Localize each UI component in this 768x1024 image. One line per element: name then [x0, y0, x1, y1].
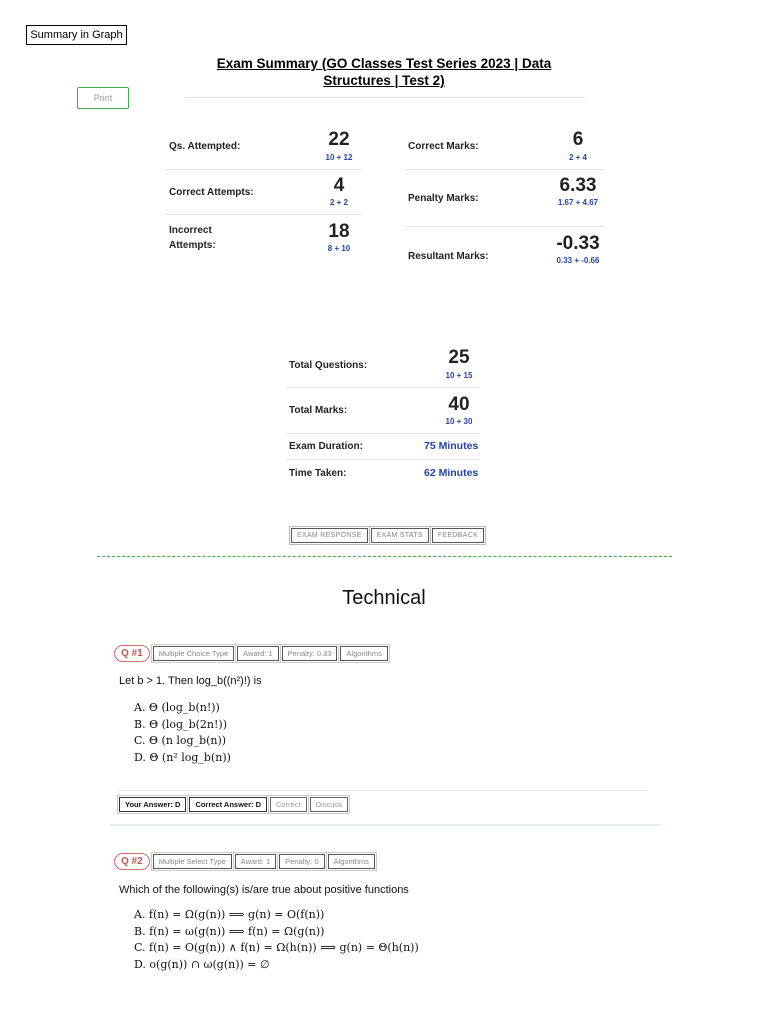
question-header [114, 853, 375, 870]
correct-marks-value: 6 [572, 129, 584, 150]
row-divider [405, 169, 605, 170]
option-b: B. f(n) = ω(g(n)) ⟹ f(n) = Ω(g(n)) [134, 924, 325, 938]
qs-attempted-breakdown: 10 + 12 [325, 153, 353, 162]
option-c: C. f(n) = O(g(n)) ∧ f(n) = Ω(h(n)) ⟹ g(n) = Θ(h(n)) [134, 941, 419, 954]
section-separator [97, 556, 672, 557]
answer-row [119, 797, 348, 812]
exam-duration-label: Exam Duration: [289, 441, 363, 452]
row-divider [286, 459, 480, 460]
award-tag: Award: 1 [235, 854, 276, 869]
question-type-tag: Multiple Choice Type [153, 646, 234, 661]
resultant-marks-breakdown: 0.33 + -0.66 [556, 256, 600, 265]
row-divider [405, 226, 605, 227]
qs-attempted-value: 22 [328, 129, 350, 150]
row-divider [165, 169, 362, 170]
question-header [114, 645, 388, 662]
penalty-marks-breakdown: 1.67 + 4.67 [557, 198, 599, 207]
question-options [134, 907, 419, 973]
option-c: C. Θ (n log_b(n)) [134, 734, 227, 747]
penalty-tag: Penalty: 0.33 [282, 646, 338, 661]
total-marks-value: 40 [448, 394, 470, 415]
option-d: D. Θ (n² log_b(n)) [134, 750, 231, 764]
penalty-marks-value: 6.33 [559, 175, 597, 196]
option-a: A. f(n) = Ω(g(n)) ⟹ g(n) = O(f(n)) [134, 908, 325, 921]
exam-response-button[interactable]: EXAM RESPONSE [291, 528, 368, 543]
feedback-button[interactable]: FEEDBACK [432, 528, 484, 543]
option-b: B. Θ (log_b(2n!)) [134, 717, 227, 731]
total-questions-value: 25 [448, 347, 470, 368]
topic-tag: Algorithms [328, 854, 375, 869]
question-card-border [110, 824, 660, 826]
exam-nav-buttons [291, 528, 484, 543]
total-questions-breakdown: 10 + 15 [445, 371, 473, 380]
time-taken-label: Time Taken: [289, 468, 347, 479]
total-marks-label: Total Marks: [289, 405, 348, 416]
penalty-tag: Penalty: 0 [279, 854, 324, 869]
question-type-tag: Multiple Select Type [153, 854, 232, 869]
exam-title: Exam Summary (GO Classes Test Series 2023 | Data Structures | Test 2) [216, 56, 552, 88]
incorrect-attempts-label: Incorrect Attempts: [169, 225, 216, 251]
status-badge: Correct [270, 797, 307, 812]
question-text: Which of the following(s) is/are true about positive functions [119, 884, 409, 896]
print-button[interactable]: Print [77, 87, 129, 109]
question-number: Q #2 [114, 853, 150, 870]
correct-attempts-value: 4 [333, 175, 345, 196]
exam-duration-value: 75 Minutes [424, 440, 479, 452]
penalty-marks-label: Penalty Marks: [408, 193, 479, 204]
row-divider [286, 433, 480, 434]
correct-marks-label: Correct Marks: [408, 141, 479, 152]
total-questions-label: Total Questions: [289, 360, 368, 371]
time-taken-value: 62 Minutes [424, 467, 479, 479]
option-a: A. Θ (log_b(n!)) [134, 701, 220, 714]
answer-divider [118, 790, 648, 791]
section-title: Technical [342, 587, 426, 609]
question-number: Q #1 [114, 645, 150, 662]
resultant-marks-value: -0.33 [556, 233, 600, 254]
incorrect-attempts-value: 18 [328, 221, 350, 242]
option-d: D. o(g(n)) ∩ ω(g(n)) = ∅ [134, 957, 270, 971]
correct-attempts-breakdown: 2 + 2 [329, 198, 348, 207]
correct-marks-breakdown: 2 + 4 [568, 153, 587, 162]
total-marks-breakdown: 10 + 30 [445, 417, 473, 426]
correct-attempts-label: Correct Attempts: [169, 187, 254, 198]
row-divider [165, 214, 362, 215]
resultant-marks-label: Resultant Marks: [408, 251, 489, 262]
incorrect-attempts-breakdown: 8 + 10 [327, 244, 351, 253]
your-answer-badge: Your Answer: D [119, 797, 186, 812]
row-divider [286, 387, 480, 388]
award-tag: Award: 1 [237, 646, 278, 661]
summary-in-graph-button[interactable]: Summary in Graph [26, 25, 127, 45]
question-text: Let b > 1. Then log_b((n²)!) is [119, 675, 262, 687]
qs-attempted-label: Qs. Attempted: [169, 141, 241, 152]
topic-tag: Algorithms [340, 646, 387, 661]
correct-answer-badge: Correct Answer: D [189, 797, 267, 812]
discuss-button[interactable]: Discuss [310, 797, 348, 812]
exam-stats-button[interactable]: EXAM STATS [371, 528, 429, 543]
question-options [134, 700, 231, 766]
title-divider [185, 97, 585, 98]
